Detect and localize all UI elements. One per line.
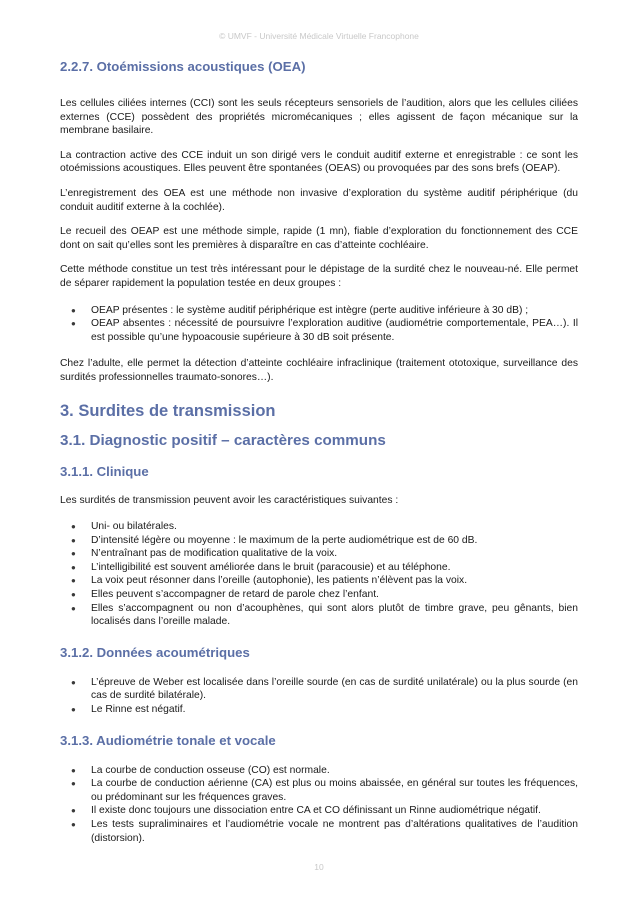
list-item: ● Elles s’accompagnent ou non d’acouphènes, qui sont alors plutôt de timbre grave, peu gênants, bien localisés dans l’oreille malade. (60, 602, 578, 629)
chapter-title: 3. Surdites de transmission (60, 401, 276, 420)
list-item: ● N’entraînant pas de modification qualitative de la voix. (60, 547, 578, 561)
list-item: ● La courbe de conduction osseuse (CO) est normale. (60, 764, 578, 778)
page-content (60, 58, 578, 845)
paragraph: L’enregistrement des OEA est une méthode non invasive d’exploration du système auditif périphérique (du conduit auditif externe à la cochlée). (60, 187, 578, 213)
list-item: ● OEAP absentes : nécessité de poursuivre l’exploration auditive (audiométrie comportementale, PEA…). Il est possible qu’une hypoacousie supérieure à 30 dB soit présente. (60, 317, 578, 344)
list-item: ● D’intensité légère ou moyenne : le maximum de la perte audiométrique est de 60 dB. (60, 534, 578, 548)
paragraph: Les cellules ciliées internes (CCI) sont les seuls récepteurs sensoriels de l’audition, alors que les cellules ciliées externes (CCE) possèdent des propriétés micromécaniques ; elles agissent de façon mécanique sur la membrane basilaire. (60, 98, 578, 137)
subsection-title-audiometrie: 3.1.3. Audiométrie tonale et vocale (60, 732, 276, 748)
list-item: ● Uni- ou bilatérales. (60, 520, 578, 534)
subsection-title-clinique: 3.1.1. Clinique (60, 463, 149, 479)
bullet-list-oea (60, 304, 578, 345)
paragraph: La contraction active des CCE induit un son dirigé vers le conduit auditif externe et enregistrable : ce sont les otoémissions acoustiques. Elles peuvent être spontanées (OEAS) ou provoquées par des sons brefs (OEAP). (60, 149, 578, 175)
list-item: ● Les tests supraliminaires et l’audiométrie vocale ne montrent pas d’altérations qualitatives de l’audition (distorsion). (60, 818, 578, 845)
list-item: ● Elles peuvent s’accompagner de retard de parole chez l’enfant. (60, 588, 578, 602)
subsection-title-acoumetrie: 3.1.2. Données acoumétriques (60, 644, 250, 660)
paragraph: Chez l’adulte, elle permet la détection d’atteinte cochléaire infraclinique (traitement ototoxique, surveillance des surdités professionnelles traumato-sonores…). (60, 358, 578, 383)
paragraph: Les surdités de transmission peuvent avoir les caractéristiques suivantes : (60, 494, 399, 506)
paragraph: Cette méthode constitue un test très intéressant pour le dépistage de la surdité chez le nouveau-né. Elle permet de séparer rapidement la population testée en deux groupes : (60, 264, 578, 289)
page-number: 10 (314, 862, 324, 872)
bullet-list-audiometrie (60, 764, 578, 846)
list-item: ● Le Rinne est négatif. (60, 703, 578, 717)
bullet-list-clinique (60, 520, 578, 629)
list-item: ● La voix peut résonner dans l’oreille (autophonie), les patients n’élèvent pas la voix. (60, 574, 578, 588)
page-header: © UMVF - Université Médicale Virtuelle Francophone (219, 31, 419, 41)
list-item: ● La courbe de conduction aérienne (CA) est plus ou moins abaissée, en général sur toutes les fréquences, ou prédominant sur les fréquences graves. (60, 777, 578, 804)
section-title-oea: 2.2.7. Otoémissions acoustiques (OEA) (60, 59, 306, 74)
list-item: ● OEAP présentes : le système auditif périphérique est intègre (perte auditive inférieure à 30 dB) ; (60, 304, 578, 318)
section-title-diagnostic: 3.1. Diagnostic positif – caractères communs (60, 431, 386, 449)
paragraph: Le recueil des OEAP est une méthode simple, rapide (1 mn), fiable d’exploration du fonctionnement des CCE dont on sait qu’elles sont les premières à disparaître en cas d’atteinte cochléaire. (60, 226, 578, 251)
list-item: ● L’intelligibilité est souvent améliorée dans le bruit (paracousie) et au téléphone. (60, 561, 578, 575)
list-item: ● L’épreuve de Weber est localisée dans l’oreille sourde (en cas de surdité unilatérale) ou la plus sourde (en cas de surdité bilatérale). (60, 676, 578, 703)
list-item: ● Il existe donc toujours une dissociation entre CA et CO définissant un Rinne audiométrique négatif. (60, 804, 578, 818)
bullet-list-acoumetrie (60, 676, 578, 717)
